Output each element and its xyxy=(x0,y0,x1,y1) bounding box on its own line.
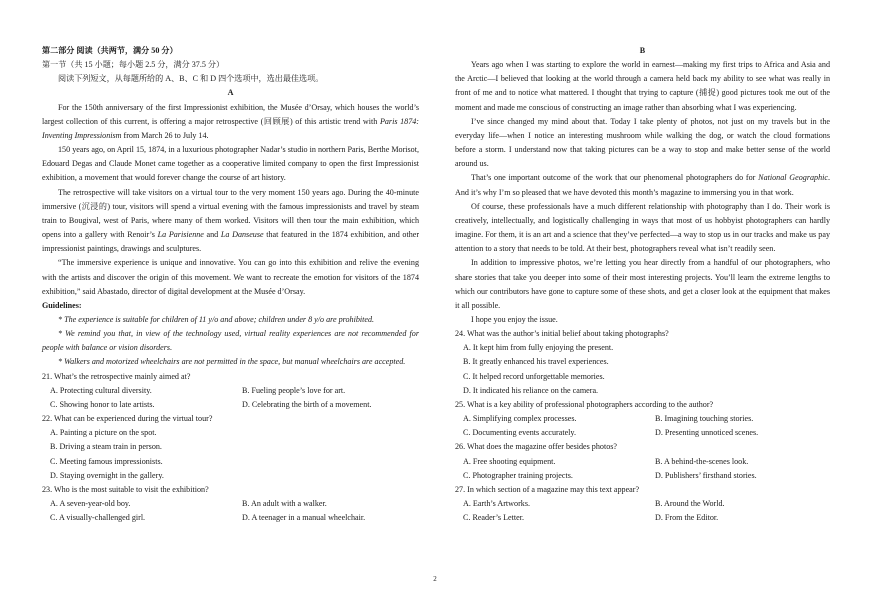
section-heading: 第一节（共 15 小题；每小题 2.5 分，满分 37.5 分） xyxy=(42,60,225,70)
guideline-2: * We remind you that, in view of the technology used, virtual reality experiences are not recommended for people with balance or vision disorders. xyxy=(42,329,419,353)
option-c: C. Showing honor to late artists. xyxy=(50,399,155,409)
option-d: D. Celebrating the birth of a movement. xyxy=(242,399,372,409)
passage-b-paragraph-2: I’ve since changed my mind about that. Today I take plenty of photos, not just on my travels but in the everyday life—when I notice an interesting mushroom while walking the dog, or watch the cloud formations before a storm. I understand now that taking pictures can be a way to stop and make better sense of the world around us. xyxy=(455,116,830,169)
option-d: D. Staying overnight in the gallery. xyxy=(50,470,164,480)
option-c: C. A visually-challenged girl. xyxy=(50,513,146,523)
option-c: C. Documenting events accurately. xyxy=(463,428,576,438)
exhibition-title: Paris 1874: Inventing Impressionism xyxy=(42,116,419,140)
option-c: C. Meeting famous impressionists. xyxy=(50,456,163,466)
instruction-text: 阅读下列短文，从每题所给的 A、B、C 和 D 四个选项中，选出最佳选项。 xyxy=(58,74,324,84)
question-23 xyxy=(42,483,419,525)
passage-b-paragraph-1: Years ago when I was starting to explore the world in earnest—making my first trips to Africa and Asia and the Arctic—I believed that looking at the world through a camera held back my ability to see what was really in front of me and to notice what mattered. I thought that trying to capture (捕捉) good pictures took me out of the moment and made me conscious of constructing an image rather than absorbing what I was experiencing. xyxy=(455,60,830,112)
option-c: C. Photographer training projects. xyxy=(463,470,573,480)
passage-a-letter: A xyxy=(227,88,234,98)
question-25 xyxy=(455,398,830,440)
passage-b-paragraph-4: Of course, these professionals have a much different relationship with photography than I do. Their work is creatively, intellectually, and logistically challenging in ways that most of us hobbyist photographers can hardly imagine. For them, it is an art and a science that they’ve perfected—a way to stop us in our tracks and make us pay attention to a story that needs to be told. At their best, photographers reveal what isn’t readily seen. xyxy=(455,201,830,254)
option-d: D. Publishers’ firsthand stories. xyxy=(655,470,757,480)
option-b: B. Around the World. xyxy=(655,499,725,508)
option-a: A. Painting a picture on the spot. xyxy=(50,428,157,438)
option-a: A. Earth’s Artworks. xyxy=(463,499,530,508)
passage-a-paragraph-2: 150 years ago, on April 15, 1874, in a luxurious photographer Nadar’s studio in northern Paris, Berthe Morisot, Edouard Degas and Claude Monet came together as a cooperative limited company to open the first Impressionist exhibition, a movement that would forever change the course of art history. xyxy=(42,145,419,183)
option-b: B. Driving a steam train in person. xyxy=(50,442,162,452)
painting-title-danseuse: La Danseuse xyxy=(220,230,264,240)
option-b: B. Fueling people’s love for art. xyxy=(242,385,346,395)
guidelines-title: Guidelines: xyxy=(42,300,82,310)
left-column xyxy=(42,44,419,525)
part-heading: 第二部分 阅读（共两节，满分 50 分） xyxy=(42,46,178,55)
question-26 xyxy=(455,440,830,482)
option-a: A. A seven-year-old boy. xyxy=(50,499,131,508)
option-b: B. An adult with a walker. xyxy=(242,499,327,508)
question-21 xyxy=(42,370,419,412)
question-text: 27. In which section of a magazine may this text appear? xyxy=(455,484,640,494)
page-number: 2 xyxy=(433,575,437,583)
question-22 xyxy=(42,412,419,483)
option-d: D. Presenting unnoticed scenes. xyxy=(655,428,759,438)
question-24 xyxy=(455,327,830,398)
question-27 xyxy=(455,483,830,525)
passage-a-paragraph-3: The retrospective will take visitors on a virtual tour to the very moment 150 years ago. During the 40-minute immersive (沉浸的) tour, visitors will spend a virtual evening with the famous impressionists and travel by steam train to Bougival, west of Paris, where many of them worked. Visitors will then tour the main exhibition, which opens into a gallery with Renoir’s La Parisienne and La Danseuse that featured in the 1874 exhibition, and other impressionist paintings, drawings and sculptures. xyxy=(42,187,420,254)
right-column xyxy=(455,44,830,525)
option-b: B. A behind-the-scenes look. xyxy=(655,456,749,466)
option-a: A. Protecting cultural diversity. xyxy=(50,385,152,395)
question-text: 22. What can be experienced during the virtual tour? xyxy=(42,414,213,424)
passage-b-paragraph-6: I hope you enjoy the issue. xyxy=(471,314,558,324)
question-text: 24. What was the author’s initial belief about taking photographs? xyxy=(455,329,669,339)
option-c: C. It helped record unforgettable memories. xyxy=(463,371,605,381)
question-text: 26. What does the magazine offer besides photos? xyxy=(455,442,617,452)
painting-title-parisienne: La Parisienne xyxy=(157,230,204,240)
question-text: 25. What is a key ability of professional photographers according to the author? xyxy=(455,399,714,409)
guideline-3: * Walkers and motorized wheelchairs are not permitted in the space, but manual wheelchairs are accepted. xyxy=(58,357,406,367)
magazine-title: National Geographic xyxy=(758,173,828,183)
passage-a-paragraph-4: “The immersive experience is unique and innovative. You can go into this exhibition and relive the evening with the artists and discover the origin of this movement. We want to recreate the emotion for visitors of the 1874 exhibition,” said Abastado, director of digital development at the Musée d’Orsay. xyxy=(42,258,419,296)
passage-b-paragraph-3: That’s one important outcome of the work that our phenomenal photographers do for National Geographic. And it’s why I’m so pleased that we have devoted this month’s magazine to immersing you in that work. xyxy=(455,173,830,197)
option-b: B. Imagining touching stories. xyxy=(655,414,754,424)
passage-b-letter: B xyxy=(639,46,646,55)
option-d: D. A teenager in a manual wheelchair. xyxy=(242,513,366,523)
passage-a-paragraph-1: For the 150th anniversary of the first Impressionist exhibition, the Musée d’Orsay, which houses the world’s largest collection of this current, is offering a major retrospective (回顾展) of this artistic trend with Paris 1874: Inventing Impressionism from March 26 to July 14. xyxy=(42,102,419,140)
option-d: D. From the Editor. xyxy=(655,513,719,523)
option-d: D. It indicated his reliance on the camera. xyxy=(463,385,599,395)
passage-b-paragraph-5: In addition to impressive photos, we’re letting you hear directly from a handful of our photographers, who share stories that take you deeper into some of their most interesting projects. You’ll learn the extreme lengths to which our contributors have gone to capture some of these shots, and get a closer look at the equipment that makes it all possible. xyxy=(455,258,830,310)
guideline-1: * The experience is suitable for children of 11 y/o and above; children under 8 y/o are prohibited. xyxy=(58,314,375,324)
option-c: C. Reader’s Letter. xyxy=(463,513,524,523)
option-a: A. It kept him from fully enjoying the present. xyxy=(463,343,614,353)
question-text: 21. What’s the retrospective mainly aimed at? xyxy=(42,371,191,381)
option-b: B. It greatly enhanced his travel experiences. xyxy=(463,357,609,367)
option-a: A. Free shooting equipment. xyxy=(463,456,556,466)
option-a: A. Simplifying complex processes. xyxy=(463,414,577,424)
question-text: 23. Who is the most suitable to visit the exhibition? xyxy=(42,484,209,494)
